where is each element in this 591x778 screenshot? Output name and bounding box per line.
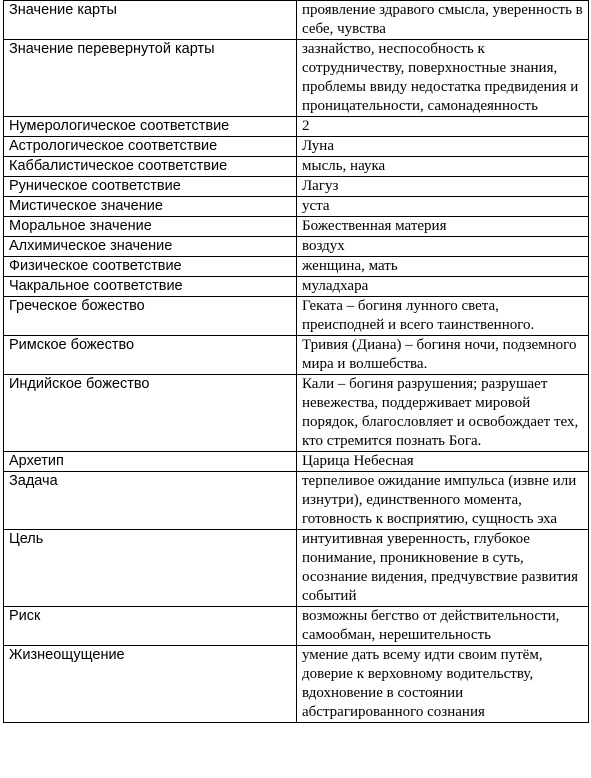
row-value: 2 [297,117,589,137]
row-label: Значение перевернутой карты [4,40,297,117]
row-value: проявление здравого смысла, уверенность в себе, чувства [297,1,589,40]
table-row [4,197,589,217]
row-label: Мистическое значение [4,197,297,217]
table-body [4,1,589,723]
row-label: Римское божество [4,336,297,375]
row-label: Астрологическое соответствие [4,137,297,157]
table-row [4,646,589,723]
row-value: Божественная материя [297,217,589,237]
row-value: воздух [297,237,589,257]
row-value: терпеливое ожидание импульса (извне или изнутри), единственного момента, готовность к восприятию, сущность эха [297,472,589,530]
table-row [4,297,589,336]
row-value: Геката – богиня лунного света, преисподней и всего таинственного. [297,297,589,336]
row-value: мысль, наука [297,157,589,177]
table-row [4,530,589,607]
row-label: Индийское божество [4,375,297,452]
row-value: возможны бегство от действительности, самообман, нерешительность [297,607,589,646]
table-row [4,157,589,177]
table-row [4,472,589,530]
row-value: зазнайство, неспособность к сотрудничеству, поверхностные знания, проблемы ввиду недостатка предвидения и проницательности, самонадеянность [297,40,589,117]
row-value: Кали – богиня разрушения; разрушает невежества, поддерживает мировой порядок, благословляет и освобождает тех, кто стремится познать Бога. [297,375,589,452]
row-value: Лагуз [297,177,589,197]
row-label: Моральное значение [4,217,297,237]
table-row [4,1,589,40]
row-value: Царица Небесная [297,452,589,472]
row-label: Чакральное соответствие [4,277,297,297]
table-row [4,375,589,452]
table-row [4,177,589,197]
row-label: Каббалистическое соответствие [4,157,297,177]
row-value: Луна [297,137,589,157]
row-label: Задача [4,472,297,530]
table-row [4,452,589,472]
row-label: Греческое божество [4,297,297,336]
row-label: Физическое соответствие [4,257,297,277]
row-label: Жизнеощущение [4,646,297,723]
table-row [4,607,589,646]
row-label: Цель [4,530,297,607]
table-row [4,137,589,157]
table-row [4,40,589,117]
row-value: умение дать всему идти своим путём, доверие к верховному водительству, вдохновение в состоянии абстрагированного сознания [297,646,589,723]
table-row [4,237,589,257]
table-row [4,117,589,137]
row-label: Нумерологическое соответствие [4,117,297,137]
table-row [4,217,589,237]
row-label: Значение карты [4,1,297,40]
row-label: Архетип [4,452,297,472]
table-row [4,257,589,277]
row-label: Руническое соответствие [4,177,297,197]
row-value: муладхара [297,277,589,297]
row-value: Тривия (Диана) – богиня ночи, подземного мира и волшебства. [297,336,589,375]
table-row [4,336,589,375]
row-value: женщина, мать [297,257,589,277]
tarot-card-table [3,0,589,723]
row-value: уста [297,197,589,217]
row-value: интуитивная уверенность, глубокое понимание, проникновение в суть, осознание видения, предчувствие развития событий [297,530,589,607]
row-label: Алхимическое значение [4,237,297,257]
table-row [4,277,589,297]
row-label: Риск [4,607,297,646]
